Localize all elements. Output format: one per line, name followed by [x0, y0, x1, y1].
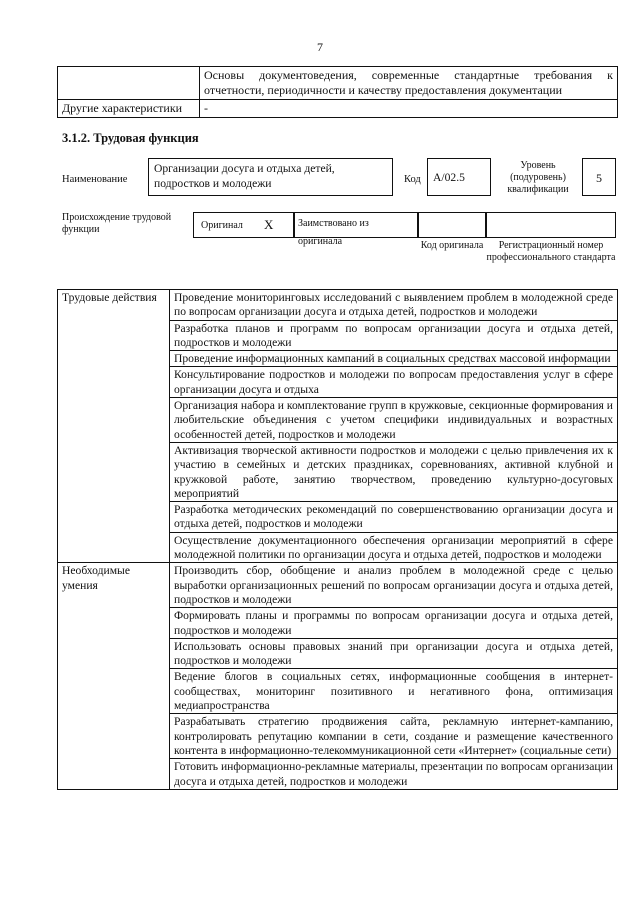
qualification-level-label: Уровень (подуровень) квалификации — [507, 160, 569, 195]
continuation-table — [57, 66, 618, 118]
borrowed-label: Заимствовано из оригинала — [298, 218, 369, 247]
page-number: 7 — [317, 40, 323, 54]
other-characteristics-value: - — [200, 100, 618, 118]
skill-item: Ведение блогов в социальных сетях, информационные сообщения в интернет-сообществах, мониторинг позитивного и негативного фона, оптимизация медиапространства — [170, 669, 618, 714]
reg-number-caption: Регистрационный номер профессионального стандарта — [486, 240, 616, 263]
code-box: А/02.5 — [427, 158, 491, 196]
skill-item: Производить сбор, обобщение и анализ проблем в молодежной среде с целью выработки организационных решений по вопросам организации досуга и отдыха детей, подростков и молодежи — [170, 563, 618, 608]
labor-function-table — [57, 289, 618, 790]
labor-action-item: Организация набора и комплектование групп в кружковые, секционные формирования и любительские объединения с учетом специфики индивидуальных и возрастных особенностей детей, подростков и молодежи — [170, 398, 618, 443]
skill-item: Использовать основы правовых знаний при организации досуга и отдыха детей, подростков и молодежи — [170, 638, 618, 669]
original-label: Оригинал — [201, 220, 243, 231]
labor-action-item: Разработка планов и программ по вопросам организации досуга и отдыха детей, подростков и молодежи — [170, 320, 618, 351]
section-title: 3.1.2. Трудовая функция — [62, 131, 199, 145]
function-name-box: Организации досуга и отдыха детей, подростков и молодежи — [148, 158, 393, 196]
other-characteristics-label: Другие характеристики — [58, 100, 200, 118]
borrowed-box — [294, 212, 418, 247]
skill-item: Разрабатывать стратегию продвижения сайта, рекламную интернет-кампанию, контролировать репутацию компании в сети, создание и размещение качественного контента в информационно-телекоммуникационной сети «Интернет» (социальные сети) — [170, 714, 618, 759]
qualification-level-box: 5 — [582, 158, 616, 196]
original-mark: X — [264, 217, 274, 232]
origin-label: Происхождение трудовой функции — [62, 212, 172, 235]
labor-actions-label: Трудовые действия — [58, 290, 170, 563]
labor-action-item: Разработка методических рекомендаций по совершенствованию организации досуга и отдыха детей, подростков и молодежи — [170, 502, 618, 533]
labor-action-item: Проведение мониторинговых исследований с выявлением проблем в молодежной среде по вопросам организации досуга и отдыха детей, подростков и молодежи — [170, 290, 618, 321]
original-box — [193, 212, 294, 238]
empty-cell — [58, 67, 200, 100]
code-original-caption: Код оригинала — [420, 240, 484, 251]
labor-action-item: Проведение информационных кампаний в социальных средствах массовой информации — [170, 351, 618, 367]
code-original-box — [418, 212, 486, 238]
skill-item: Готовить информационно-рекламные материалы, презентации по вопросам организации досуга и отдыха детей, подростков и молодежи — [170, 759, 618, 790]
labor-action-item: Активизация творческой активности подростков и молодежи с целью привлечения их к участию в семейных и детских праздниках, соревнованиях, активной клубной и кружковой работе, занятию творчеством, проведению культурно-досуговых мероприятий — [170, 442, 618, 501]
skill-item: Формировать планы и программы по вопросам организации досуга и отдыха детей, подростков и молодежи — [170, 608, 618, 639]
code-label: Код — [404, 174, 421, 185]
labor-action-item: Осуществление документационного обеспечения организации мероприятий в сфере молодежной политики по организации досуга и отдыха детей, подростков и молодежи — [170, 532, 618, 563]
reg-number-box — [486, 212, 616, 238]
name-label: Наименование — [62, 174, 128, 185]
continuation-cell: Основы документоведения, современные стандартные требования к отчетности, периодичности и качеству предоставления документации — [200, 67, 618, 100]
skills-label: Необходимые умения — [58, 563, 170, 789]
labor-action-item: Консультирование подростков и молодежи по вопросам предоставления услуг в сфере организации досуга и отдыха — [170, 367, 618, 398]
